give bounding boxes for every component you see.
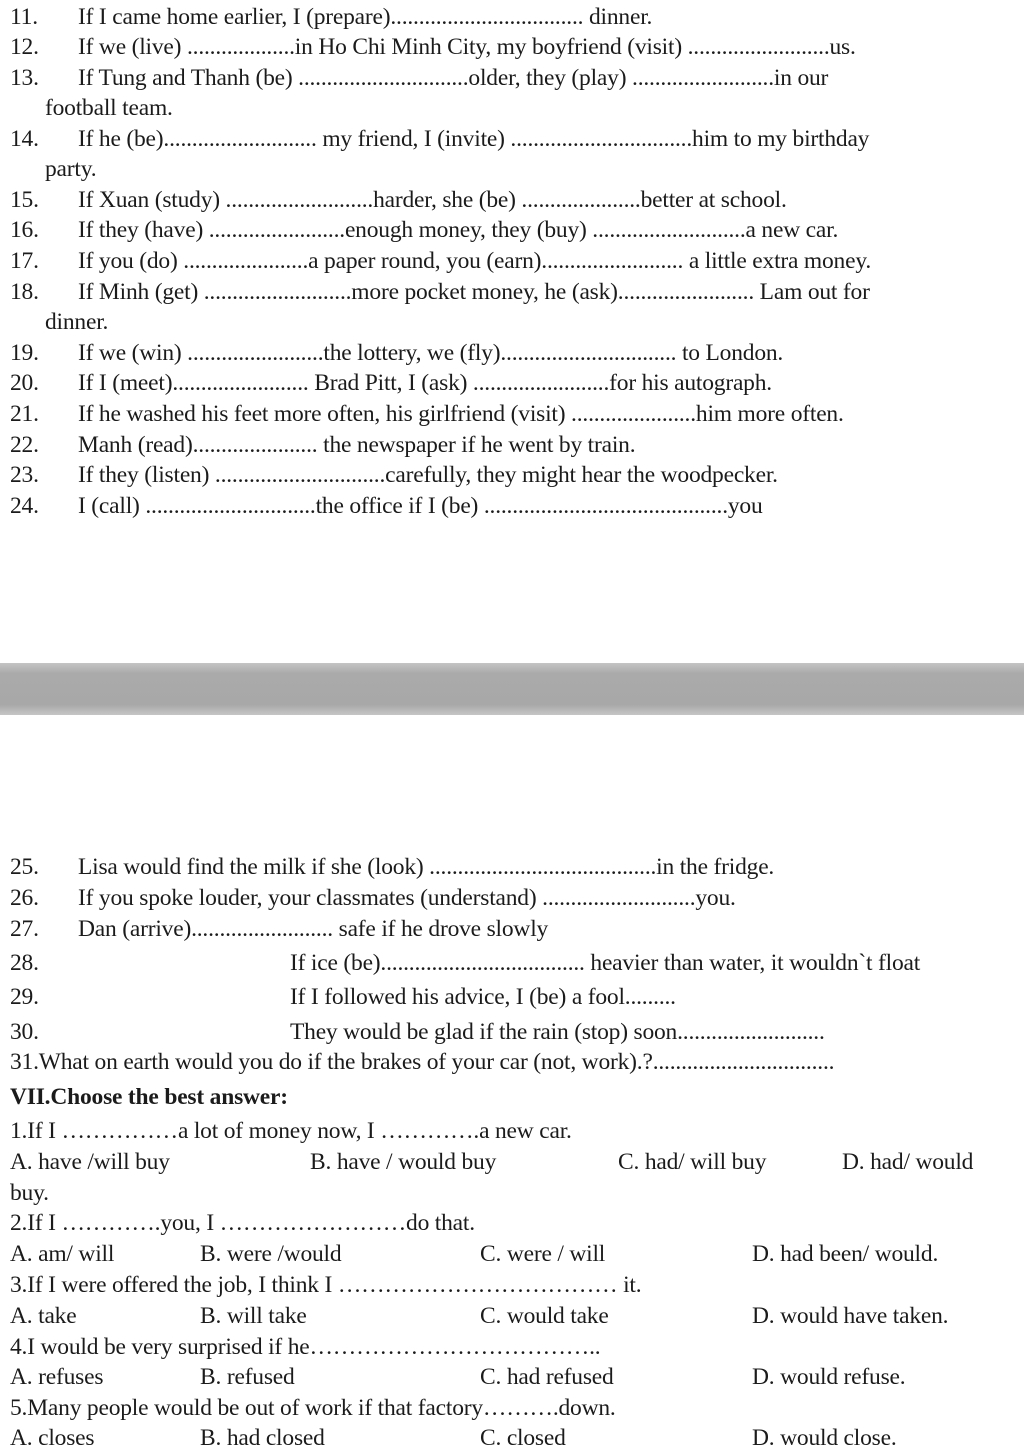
option-c: C. were / will xyxy=(480,1241,606,1267)
item-text: If they (have) ........................enough money, they (buy) ...........................a new car. xyxy=(78,217,839,243)
option-c: C. had/ will buy xyxy=(618,1149,767,1175)
exercise-item-24 xyxy=(0,491,1024,522)
exercise-item-25 xyxy=(0,852,1024,883)
exercise-item-30 xyxy=(0,1017,1024,1048)
exercise-item-26 xyxy=(0,883,1024,914)
option-c: C. had refused xyxy=(480,1364,614,1390)
item-text: I (call) ..............................the office if I (be) ...........................................you xyxy=(78,493,763,519)
item-number: 30. xyxy=(10,1019,39,1045)
exercise-item-14 xyxy=(0,124,1024,155)
question-stem: 1.If I ……………a lot of money now, I ………….a new car. xyxy=(10,1118,572,1144)
option-d: D. would close. xyxy=(752,1425,897,1451)
item-number: 27. xyxy=(10,916,39,942)
question-1-options xyxy=(0,1147,1024,1178)
option-b: B. were /would xyxy=(200,1241,342,1267)
item-text: Manh (read)...................... the newspaper if he went by train. xyxy=(78,432,636,458)
question-2-stem xyxy=(0,1208,1024,1239)
option-a: A. take xyxy=(10,1303,77,1329)
item-text: If Tung and Thanh (be) ..............................older, they (play) .........................in our xyxy=(78,65,829,91)
item-number: 25. xyxy=(10,854,39,880)
item-text: 31.What on earth would you do if the brakes of your car (not, work).?................................ xyxy=(10,1049,835,1075)
item-number: 23. xyxy=(10,462,39,488)
item-text: If you (do) ......................a paper round, you (earn)......................... a little extra money. xyxy=(78,248,872,274)
exercise-item-15 xyxy=(0,185,1024,216)
item-number: 17. xyxy=(10,248,39,274)
option-b: B. will take xyxy=(200,1303,307,1329)
exercise-item-27 xyxy=(0,914,1024,945)
question-3-options xyxy=(0,1301,1024,1332)
item-number: 22. xyxy=(10,432,39,458)
question-3-stem xyxy=(0,1270,1024,1301)
question-stem: 3.If I were offered the job, I think I ……………………………… it. xyxy=(10,1272,642,1298)
item-number: 16. xyxy=(10,217,39,243)
option-a: A. am/ will xyxy=(10,1241,115,1267)
question-2-options xyxy=(0,1239,1024,1270)
item-number: 11. xyxy=(10,4,38,30)
exercise-item-13-continuation xyxy=(0,93,1024,124)
exercise-item-29 xyxy=(0,982,1024,1013)
item-number: 14. xyxy=(10,126,39,152)
question-4-stem xyxy=(0,1332,1024,1363)
exercise-item-18-continuation xyxy=(0,307,1024,338)
question-5-options xyxy=(0,1423,1024,1454)
exercise-item-19 xyxy=(0,338,1024,369)
item-number: 15. xyxy=(10,187,39,213)
option-a: A. have /will buy xyxy=(10,1149,170,1175)
item-text: Dan (arrive)......................... safe if he drove slowly xyxy=(78,916,549,942)
item-number: 21. xyxy=(10,401,39,427)
exercise-item-18 xyxy=(0,277,1024,308)
exercise-item-23 xyxy=(0,460,1024,491)
item-number: 29. xyxy=(10,984,39,1010)
item-text: If they (listen) ..............................carefully, they might hear the woodpecker. xyxy=(78,462,778,488)
exercise-item-11 xyxy=(0,2,1024,33)
item-number: 19. xyxy=(10,340,39,366)
question-1-options-wrap xyxy=(0,1178,1024,1209)
item-number: 28. xyxy=(10,950,39,976)
question-4-options xyxy=(0,1362,1024,1393)
option-a: A. refuses xyxy=(10,1364,104,1390)
item-text-continuation: dinner. xyxy=(45,309,109,335)
item-number: 24. xyxy=(10,493,39,519)
option-a: A. closes xyxy=(10,1425,95,1451)
item-text: If I followed his advice, I (be) a fool......... xyxy=(290,984,676,1010)
item-text-continuation: party. xyxy=(45,156,97,182)
option-b: B. refused xyxy=(200,1364,295,1390)
scan-divider xyxy=(0,663,1024,715)
item-text: If Minh (get) ..........................more pocket money, he (ask)........................ Lam out for xyxy=(78,279,870,305)
item-number: 13. xyxy=(10,65,39,91)
question-stem: 5.Many people would be out of work if that factory……….down. xyxy=(10,1395,616,1421)
option-c: C. closed xyxy=(480,1425,566,1451)
option-d: D. would refuse. xyxy=(752,1364,906,1390)
option-d-continuation: buy. xyxy=(10,1180,49,1206)
item-number: 20. xyxy=(10,370,39,396)
exercise-item-28 xyxy=(0,948,1024,979)
item-text: If ice (be).................................... heavier than water, it wouldn`t float xyxy=(290,950,921,976)
exercise-item-22 xyxy=(0,430,1024,461)
item-text: They would be glad if the rain (stop) soon.......................... xyxy=(290,1019,825,1045)
item-text: If he (be)........................... my friend, I (invite) ................................him to my birthday xyxy=(78,126,870,152)
item-text: If he washed his feet more often, his girlfriend (visit) ......................him more often. xyxy=(78,401,844,427)
option-d: D. would have taken. xyxy=(752,1303,949,1329)
exercise-item-17 xyxy=(0,246,1024,277)
option-d: D. had/ would xyxy=(842,1149,974,1175)
exercise-item-20 xyxy=(0,368,1024,399)
option-b: B. had closed xyxy=(200,1425,325,1451)
item-number: 18. xyxy=(10,279,39,305)
exercise-item-12 xyxy=(0,32,1024,63)
item-text-continuation: football team. xyxy=(45,95,173,121)
item-text: If we (win) ........................the lottery, we (fly)............................... to London. xyxy=(78,340,784,366)
item-text: If you spoke louder, your classmates (understand) ...........................you. xyxy=(78,885,736,911)
exercise-item-21 xyxy=(0,399,1024,430)
option-c: C. would take xyxy=(480,1303,609,1329)
section-heading xyxy=(0,1082,1024,1113)
item-text: Lisa would find the milk if she (look) ........................................in the fridge. xyxy=(78,854,775,880)
exercise-item-13 xyxy=(0,63,1024,94)
section-heading-text: VII.Choose the best answer: xyxy=(10,1084,288,1110)
item-text: If I came home earlier, I (prepare).................................. dinner. xyxy=(78,4,653,30)
exercise-item-31 xyxy=(0,1047,1024,1078)
option-b: B. have / would buy xyxy=(310,1149,497,1175)
option-d: D. had been/ would. xyxy=(752,1241,939,1267)
item-text: If Xuan (study) ..........................harder, she (be) .....................better at school. xyxy=(78,187,787,213)
question-stem: 2.If I ………….you, I ……………………do that. xyxy=(10,1210,475,1236)
question-5-stem xyxy=(0,1393,1024,1424)
question-1-stem xyxy=(0,1116,1024,1147)
exercise-item-16 xyxy=(0,215,1024,246)
item-number: 12. xyxy=(10,34,39,60)
item-number: 26. xyxy=(10,885,39,911)
exercise-item-14-continuation xyxy=(0,154,1024,185)
item-text: If I (meet)........................ Brad Pitt, I (ask) ........................for his autograph. xyxy=(78,370,772,396)
question-stem: 4.I would be very surprised if he……………………………….. xyxy=(10,1334,601,1360)
item-text: If we (live) ...................in Ho Chi Minh City, my boyfriend (visit) .........................us. xyxy=(78,34,856,60)
